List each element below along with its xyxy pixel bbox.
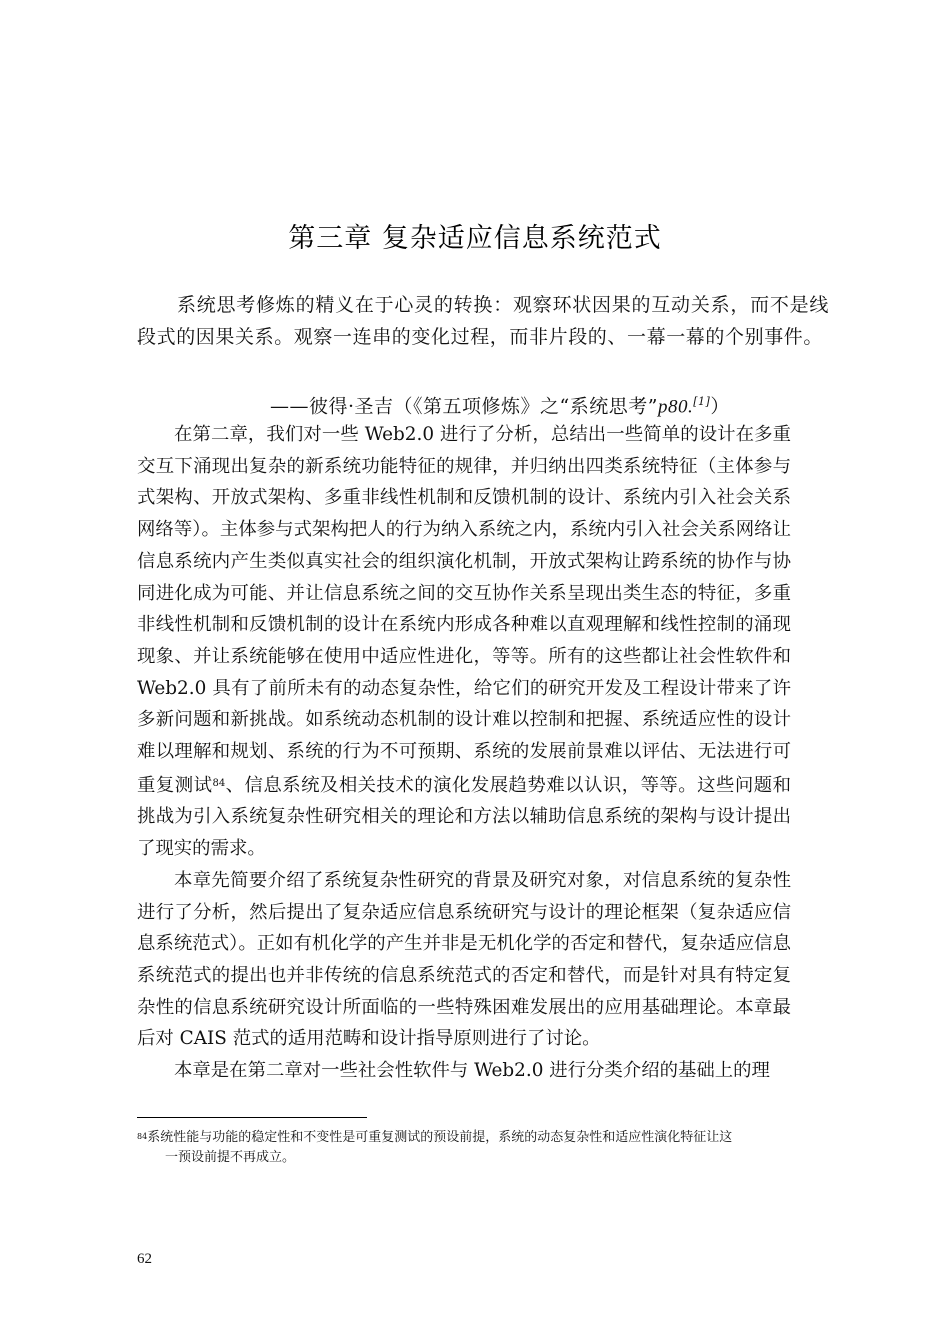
- body-text: [137, 419, 791, 1087]
- page-number: 62: [137, 1251, 152, 1267]
- epigraph-attribution: [270, 386, 730, 423]
- citation-ref: [1]: [693, 395, 711, 408]
- paragraph-1-part-a: 在第二章，我们对一些 Web2.0 进行了分析，总结出一些简单的设计在多重交互下涌现出复杂的新系统功能特征的规律，并归纳出四类系统特征（主体参与式架构、开放式架构、多重非线性机制和反馈机制的设计、系统内引入社会关系网络等）。主体参与式架构把人的行为纳入系统之内，系统内引入社会关系网络让信息系统内产生类似真实社会的组织演化机制，开放式架构让跨系统的协作与协同进化成为可能、并让信息系统之间的交互协作关系呈现出类生态的特征，多重非线性机制和反馈机制的设计在系统内形成各种难以直观理解和线性控制的涌现现象、并让系统能够在使用中适应性进化，等等。所有的这些都让社会性软件和 Web2.0 具有了前所未有的动态复杂性，给它们的研究开发及工程设计带来了许多新问题和新挑战。如系统动态机制的设计难以控制和把握、系统适应性的设计难以理解和规划、系统的行为不可预期、系统的发展前景难以评估、无法进行可重复测试: [137, 424, 791, 796]
- footnote-line-2: 一预设前提不再成立。: [165, 1150, 296, 1165]
- footnote-ref: 84: [212, 777, 226, 789]
- footnote-mark: 84: [137, 1132, 148, 1141]
- paragraph-3: 本章是在第二章对一些社会性软件与 Web2.0 进行分类介绍的基础上的理: [174, 1060, 770, 1082]
- footnote-divider: [137, 1117, 367, 1118]
- attribution-prefix: ——彼得·圣吉（《第五项修炼》之“系统思考”: [270, 395, 658, 418]
- footnote: [137, 1127, 797, 1168]
- attribution-suffix: ）: [710, 395, 730, 418]
- epigraph-quote: 系统思考修炼的精义在于心灵的转换：观察环状因果的互动关系，而不是线段式的因果关系。观察一连串的变化过程，而非片段的、一幕一幕的个别事件。: [137, 294, 829, 348]
- chapter-title: 第三章 复杂适应信息系统范式: [288, 223, 662, 254]
- paragraph-1: [137, 419, 791, 865]
- paragraph-1-part-b: 、信息系统及相关技术的演化发展趋势难以认识，等等。这些问题和挑战为引入系统复杂性研究相关的理论和方法以辅助信息系统的架构与设计提出了现实的需求。: [137, 774, 791, 860]
- attribution-page: p80.: [657, 396, 694, 418]
- paragraph-2: 本章先简要介绍了系统复杂性研究的背景及研究对象，对信息系统的复杂性进行了分析，然后提出了复杂适应信息系统研究与设计的理论框架（复杂适应信息系统范式）。正如有机化学的产生并非是无机化学的否定和替代，复杂适应信息系统范式的提出也并非传统的信息系统范式的否定和替代，而是针对具有特定复杂性的信息系统研究设计所面临的一些特殊困难发展出的应用基础理论。本章最后对 CAIS 范式的适用范畴和设计指导原则进行了讨论。: [137, 869, 791, 1050]
- footnote-line-1: 系统性能与功能的稳定性和不变性是可重复测试的预设前提，系统的动态复杂性和适应性演化特征让这: [147, 1130, 733, 1145]
